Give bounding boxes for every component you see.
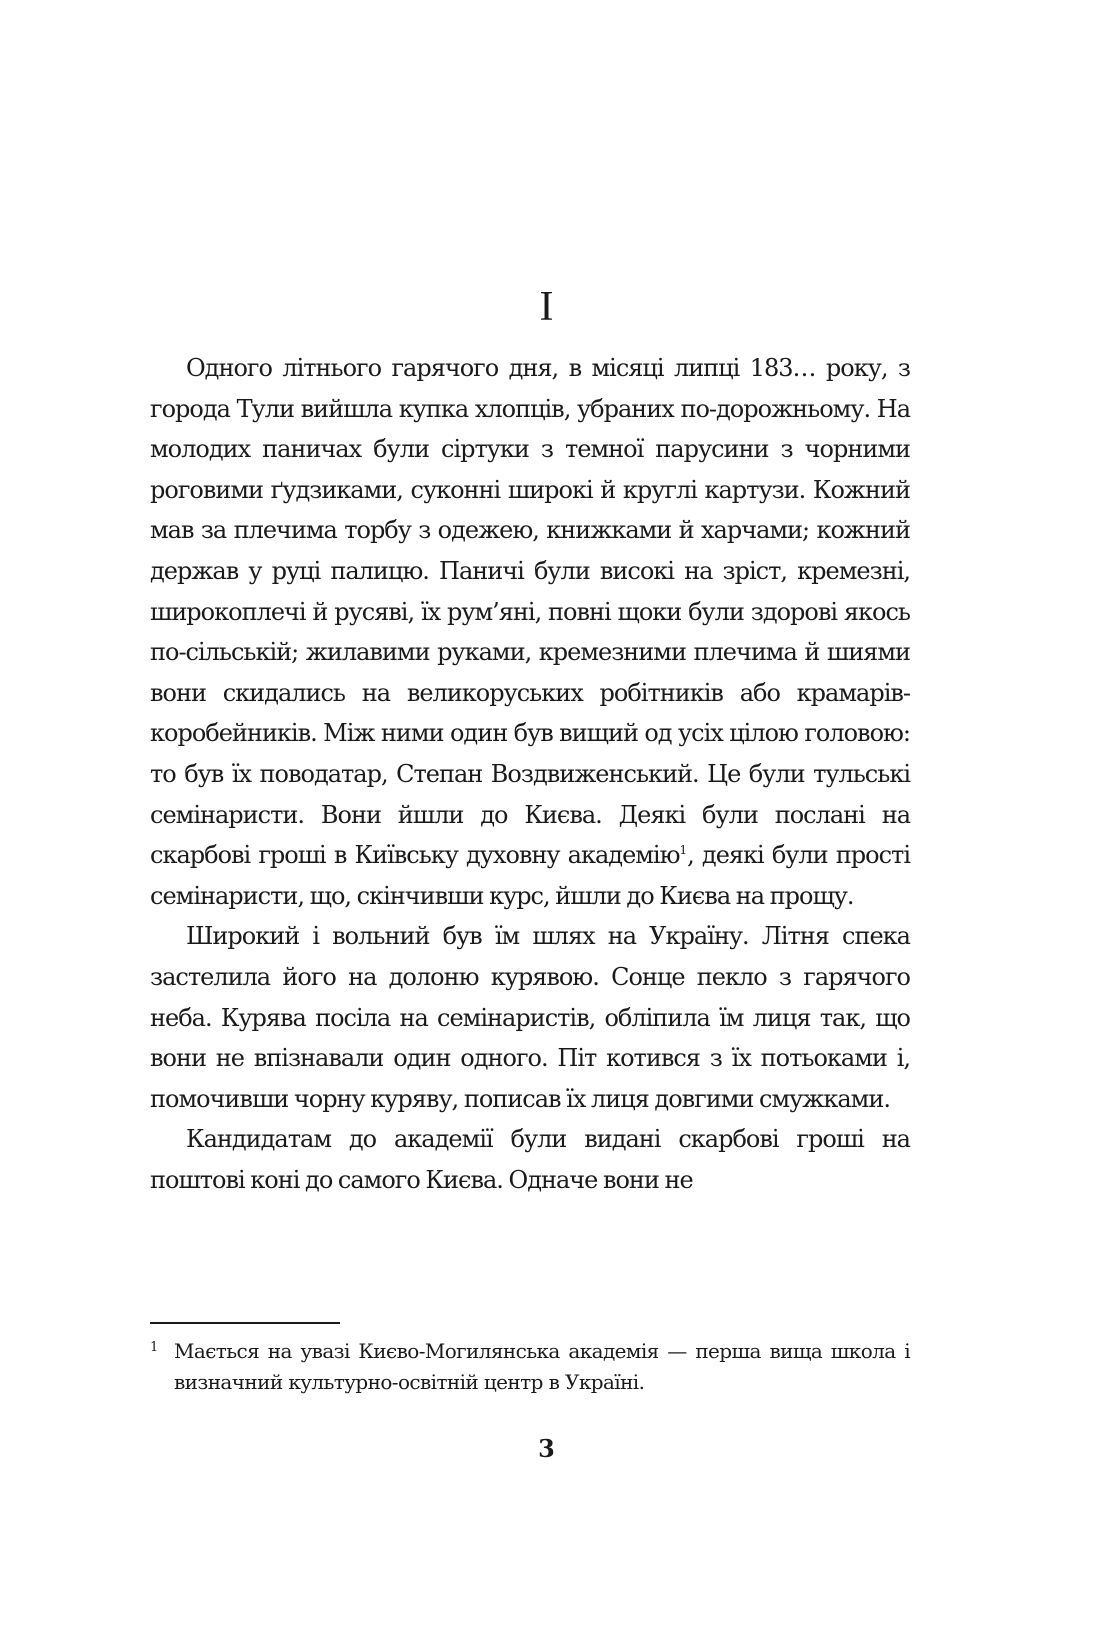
paragraph-1 <box>150 348 910 916</box>
paragraph-2: Широкий і вольний був їм шлях на Україну. Літня спека застелила його на долоню курявою. Сонце пекло з гарячого неба. Курява посіла на семінаристів, обліпила їм лиця так, що вони не впізнавали один одного. Піт котився з їх потьоками і, помочивши чорну куряву, пописав їх лиця довгими смужками. <box>150 922 910 1113</box>
footnote-divider <box>150 1322 340 1324</box>
footnote <box>150 1336 910 1398</box>
paragraph-1-text-after-ref: , деякі були прості семінаристи, що, скінчивши курс, йшли до Києва на прощу. <box>150 841 911 910</box>
footnote-marker: 1 <box>150 1340 158 1355</box>
body-text <box>150 348 910 1200</box>
footnote-reference: 1 <box>679 843 688 858</box>
paragraph-1-text-before-ref: Одного літнього гарячого дня, в місяці липці 183… року, з города Тули вийшла купка хлопців, убраних по-дорожньому. На молодих паничах були сіртуки з темної парусини з чорними роговими ґудзиками, суконні широкі й круглі картузи. Кожний мав за плечима торбу з одежею, книжками й харчами; кожний держав у руці палицю. Паничі були високі на зріст, кремезні, широкоплечі й русяві, їх рум’яні, повні щоки були здорові якось по-сільській; жилавими руками, кремезними плечима й шиями вони скидались на великоруських робітників або крамарів-коробейників. Між ними один був вищий од усіх цілою головою: то був їх поводатар, Степан Воздвиженський. Це були тульські семінаристи. Вони йшли до Києва. Деякі були послані на скарбові гроші в Київську духовну академію <box>150 354 910 870</box>
page-number: 3 <box>538 1434 555 1463</box>
paragraph-3: Кандидатам до академії були видані скарбові гроші на поштові коні до самого Києва. Одначе вони не <box>150 1125 910 1194</box>
footnote-text: Мається на увазі Києво-Могилянська академія — перша вища школа і визначний культурно-освітній центр в Україні. <box>174 1339 910 1394</box>
chapter-heading: I <box>539 284 554 330</box>
